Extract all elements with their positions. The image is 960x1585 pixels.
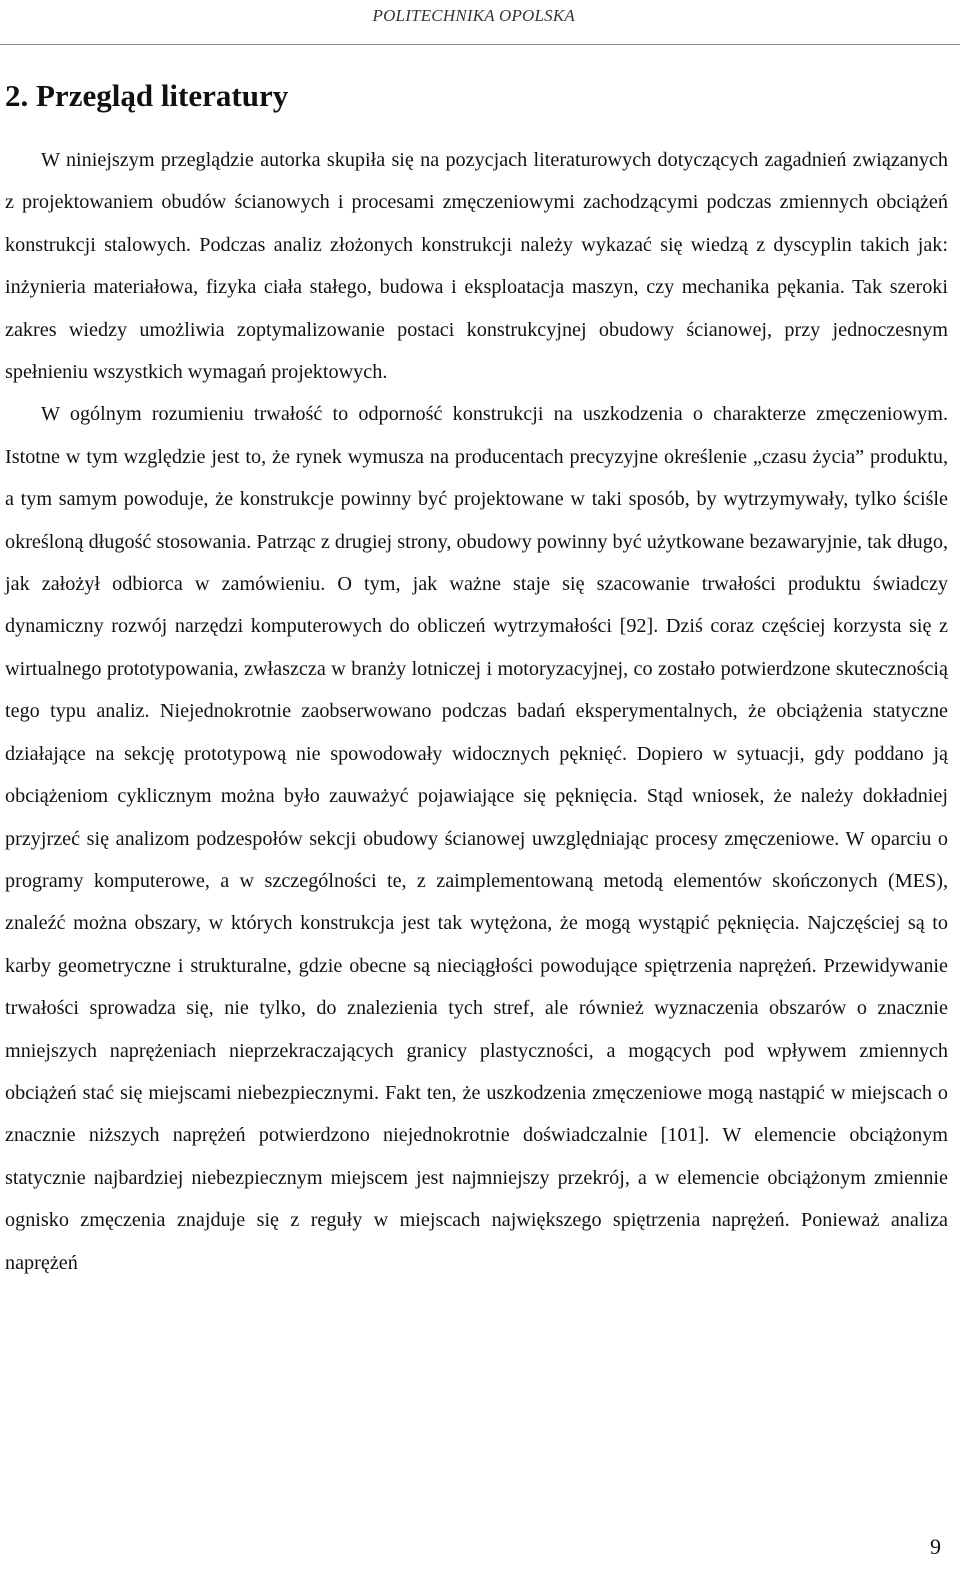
paragraph-1: W niniejszym przeglądzie autorka skupiła się na pozycjach literaturowych dotyczących zagadnień związanych z projektowaniem obudów ścianowych i procesami zmęczeniowymi zachodzącymi podczas zmiennych obciążeń konstrukcji stalowych. Podczas analiz złożonych konstrukcji należy wykazać się wiedzą z dyscyplin takich jak: inżynieria materiałowa, fizyka ciała stałego, budowa i eksploatacja maszyn, czy mechanika pękania. Tak szeroki zakres wiedzy umożliwia zoptymalizowanie postaci konstrukcyjnej obudowy ścianowej, przy jednoczesnym spełnieniu wszystkich wymagań projektowych. [5, 149, 948, 384]
paragraph-2: W ogólnym rozumieniu trwałość to odporność konstrukcji na uszkodzenia o charakterze zmęczeniowym. Istotne w tym względzie jest to, że rynek wymusza na producentach precyzyjne określenie „czasu życia” produktu, a tym samym powoduje, że konstrukcje powinny być projektowane w taki sposób, by wytrzymywały, tylko ściśle określoną długość stosowania. Patrząc z drugiej strony, obudowy powinny być użytkowane bezawaryjnie, tak długo, jak założył odbiorca w zamówieniu. O tym, jak ważne staje się szacowanie trwałości produktu świadczy dynamiczny rozwój narzędzi komputerowych do obliczeń wytrzymałości [92]. Dziś coraz częściej korzysta się z wirtualnego prototypowania, zwłaszcza w branży lotniczej i motoryzacyjnej, co zostało potwierdzone skutecznością tego typu analiz. Niejednokrotnie zaobserwowano podczas badań eksperymentalnych, że obciążenia statyczne działające na sekcję prototypową nie spowodowały widocznych pęknięć. Dopiero w sytuacji, gdy poddano ją obciążeniom cyklicznym można było zauważyć pojawiające się pęknięcia. Stąd wniosek, że należy dokładniej przyjrzeć się analizom podzespołów sekcji obudowy ścianowej uwzględniając procesy zmęczeniowe. W oparciu o programy komputerowe, a w szczególności te, z zaimplementowaną metodą elementów skończonych (MES), znaleźć można obszary, w których konstrukcja jest tak wytężona, że mogą wystąpić pęknięcia. Najczęściej są to karby geometryczne i strukturalne, gdzie obecne są nieciągłości powodujące spiętrzenia naprężeń. Przewidywanie trwałości sprowadza się, nie tylko, do znalezienia tych stref, ale również wyznaczenia obszarów o znacznie mniejszych naprężeniach nieprzekraczających granicy plastyczności, a mogących pod wpływem zmiennych obciążeń stać się miejscami niebezpiecznymi. Fakt ten, że uszkodzenia zmęczeniowe mogą nastąpić w miejscach o znacznie niższych naprężeń potwierdzono niejednokrotnie doświadczalnie [101]. W elemencie obciążonym statycznie najbardziej niebezpiecznym miejscem jest najmniejszy przekrój, a w elemencie obciążonym zmiennie ognisko zmęczenia znajduje się z reguły w miejscach największego spiętrzenia naprężeń. Ponieważ analiza naprężeń [5, 403, 948, 1274]
section-title: 2. Przegląd literatury [5, 78, 289, 113]
page-number: 9 [930, 1534, 941, 1559]
running-header: POLITECHNIKA OPOLSKA [372, 6, 575, 25]
body-text [5, 139, 948, 1284]
header-divider [0, 44, 960, 45]
